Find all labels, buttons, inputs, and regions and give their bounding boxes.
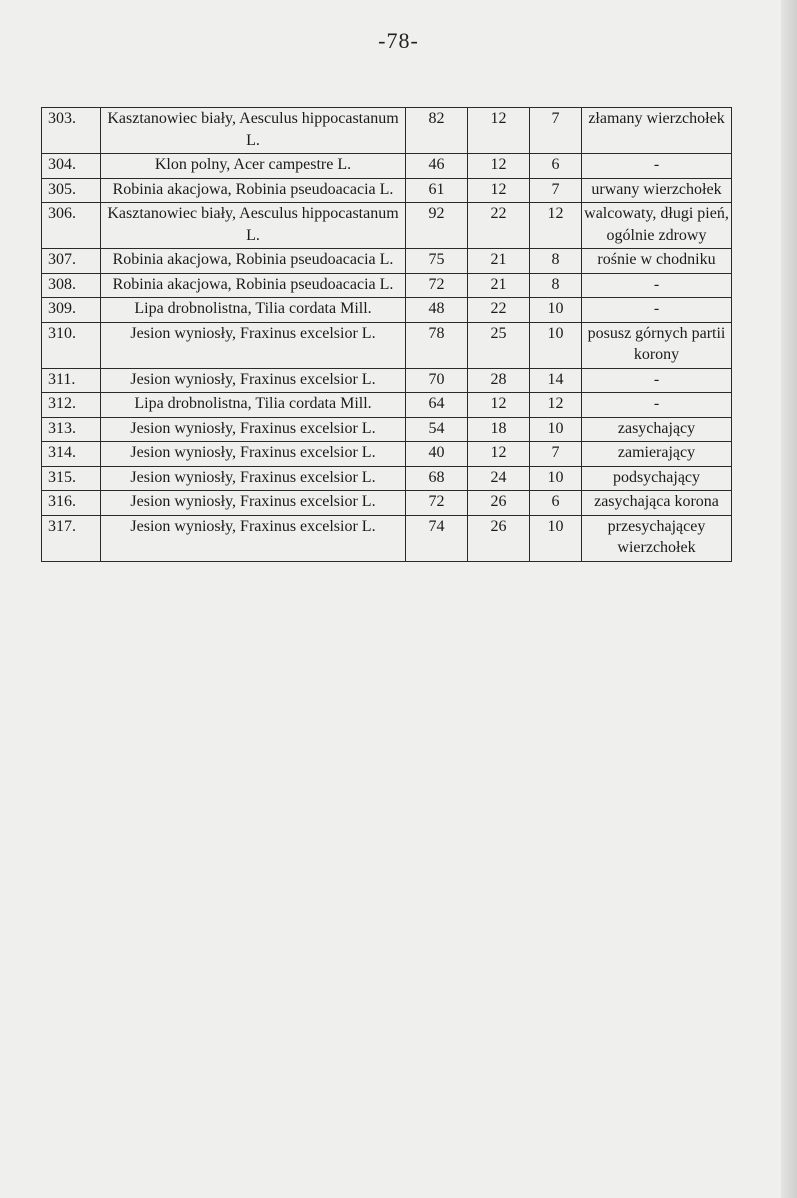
cell-value-b: 12 [468,442,530,467]
cell-value-c: 12 [530,203,582,249]
cell-species: Lipa drobnolistna, Tilia cordata Mill. [101,393,406,418]
cell-value-a: 40 [406,442,468,467]
cell-number: 310. [42,322,101,368]
tree-inventory-table [41,107,732,562]
cell-number: 312. [42,393,101,418]
table-row [42,466,732,491]
table-body [42,108,732,562]
cell-value-b: 18 [468,417,530,442]
cell-value-b: 26 [468,491,530,516]
cell-number: 315. [42,466,101,491]
cell-value-c: 10 [530,466,582,491]
cell-value-c: 7 [530,108,582,154]
cell-value-a: 46 [406,154,468,179]
cell-value-b: 12 [468,154,530,179]
table-row [42,178,732,203]
cell-value-c: 7 [530,442,582,467]
cell-value-c: 8 [530,273,582,298]
table-row [42,515,732,561]
cell-notes: - [582,368,732,393]
cell-number: 306. [42,203,101,249]
cell-notes: podsychający [582,466,732,491]
cell-value-b: 28 [468,368,530,393]
table-row [42,249,732,274]
cell-value-b: 21 [468,273,530,298]
cell-value-c: 14 [530,368,582,393]
cell-notes: - [582,393,732,418]
cell-value-c: 10 [530,298,582,323]
cell-value-a: 75 [406,249,468,274]
cell-value-b: 26 [468,515,530,561]
cell-species: Jesion wyniosły, Fraxinus excelsior L. [101,491,406,516]
cell-value-c: 10 [530,322,582,368]
cell-species: Kasztanowiec biały, Aesculus hippocastanum L. [101,108,406,154]
cell-species: Klon polny, Acer campestre L. [101,154,406,179]
cell-value-c: 10 [530,417,582,442]
cell-number: 308. [42,273,101,298]
cell-number: 304. [42,154,101,179]
cell-value-a: 54 [406,417,468,442]
cell-value-b: 22 [468,203,530,249]
cell-value-c: 6 [530,154,582,179]
cell-notes: - [582,154,732,179]
cell-value-c: 8 [530,249,582,274]
cell-value-a: 82 [406,108,468,154]
cell-value-c: 10 [530,515,582,561]
cell-value-b: 12 [468,108,530,154]
cell-number: 313. [42,417,101,442]
cell-value-a: 72 [406,491,468,516]
page-number: -78- [378,28,419,53]
cell-number: 307. [42,249,101,274]
cell-number: 316. [42,491,101,516]
table-row [42,108,732,154]
cell-value-a: 74 [406,515,468,561]
cell-notes: walcowaty, długi pień, ogólnie zdrowy [582,203,732,249]
cell-species: Lipa drobnolistna, Tilia cordata Mill. [101,298,406,323]
cell-value-b: 12 [468,178,530,203]
cell-value-a: 61 [406,178,468,203]
cell-number: 314. [42,442,101,467]
cell-species: Kasztanowiec biały, Aesculus hippocastanum L. [101,203,406,249]
cell-value-a: 72 [406,273,468,298]
cell-species: Jesion wyniosły, Fraxinus excelsior L. [101,417,406,442]
table-row [42,417,732,442]
cell-value-b: 25 [468,322,530,368]
cell-notes: posusz górnych partii korony [582,322,732,368]
table-row [42,298,732,323]
cell-species: Robinia akacjowa, Robinia pseudoacacia L. [101,273,406,298]
table-row [42,154,732,179]
cell-value-a: 92 [406,203,468,249]
cell-species: Jesion wyniosły, Fraxinus excelsior L. [101,515,406,561]
cell-species: Robinia akacjowa, Robinia pseudoacacia L. [101,178,406,203]
cell-value-a: 70 [406,368,468,393]
page-edge-shadow [781,0,797,1198]
cell-value-b: 24 [468,466,530,491]
cell-notes: złamany wierzchołek [582,108,732,154]
cell-notes: urwany wierzchołek [582,178,732,203]
cell-notes: - [582,273,732,298]
cell-value-a: 64 [406,393,468,418]
cell-number: 305. [42,178,101,203]
cell-notes: zamierający [582,442,732,467]
cell-species: Jesion wyniosły, Fraxinus excelsior L. [101,368,406,393]
cell-notes: przesychającey wierzchołek [582,515,732,561]
table-row [42,442,732,467]
cell-species: Jesion wyniosły, Fraxinus excelsior L. [101,466,406,491]
cell-notes: zasychający [582,417,732,442]
table-row [42,368,732,393]
table-row [42,393,732,418]
table-row [42,491,732,516]
cell-number: 317. [42,515,101,561]
cell-value-c: 7 [530,178,582,203]
cell-value-a: 78 [406,322,468,368]
cell-value-a: 48 [406,298,468,323]
cell-value-a: 68 [406,466,468,491]
cell-species: Jesion wyniosły, Fraxinus excelsior L. [101,322,406,368]
cell-notes: - [582,298,732,323]
cell-value-b: 12 [468,393,530,418]
table-row [42,273,732,298]
cell-number: 303. [42,108,101,154]
cell-number: 311. [42,368,101,393]
table-row [42,203,732,249]
cell-value-c: 6 [530,491,582,516]
cell-number: 309. [42,298,101,323]
cell-value-b: 21 [468,249,530,274]
cell-value-b: 22 [468,298,530,323]
table-row [42,322,732,368]
cell-value-c: 12 [530,393,582,418]
cell-species: Robinia akacjowa, Robinia pseudoacacia L. [101,249,406,274]
cell-species: Jesion wyniosły, Fraxinus excelsior L. [101,442,406,467]
cell-notes: zasychająca korona [582,491,732,516]
cell-notes: rośnie w chodniku [582,249,732,274]
